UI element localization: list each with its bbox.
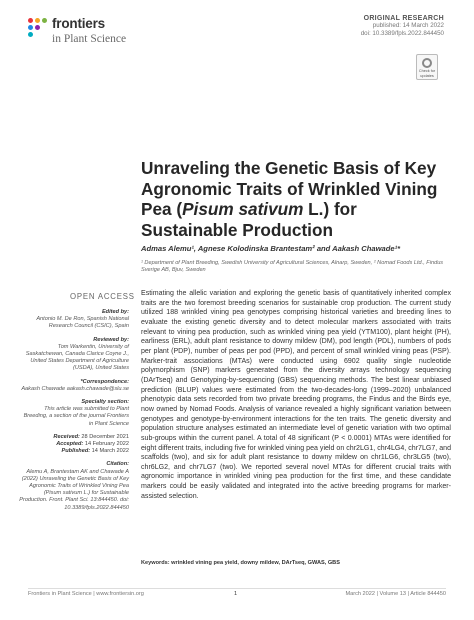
keywords-list: wrinkled vining pea yield, downy mildew, DArTseq, GWAS, GBS bbox=[171, 560, 340, 566]
accepted-date bbox=[19, 441, 129, 448]
edited-by-heading: Edited by: bbox=[101, 309, 129, 315]
accepted-label: Accepted: bbox=[56, 441, 84, 448]
logo-dot bbox=[35, 25, 40, 30]
open-access-label: OPEN ACCESS bbox=[70, 292, 135, 301]
updates-icon bbox=[422, 58, 432, 68]
correspondence[interactable]: Aakash Chawade aakash.chawade@slu.se bbox=[21, 385, 129, 392]
accepted-value: 14 February 2022 bbox=[84, 441, 129, 448]
affiliations: ¹ Department of Plant Breeding, Swedish University of Agricultural Sciences, Alnarp, Sweden, ² Nomad Foods Ltd., Findus Sverige AB, Bjuv, Sweden bbox=[141, 260, 444, 274]
citation-heading: Citation: bbox=[106, 461, 129, 468]
title-text-pre: Unraveling the Genetic Basis of Key Agronomic Traits of Wrinkled Vining Pea ( bbox=[141, 158, 438, 219]
keywords bbox=[141, 560, 451, 566]
reviewed-by: Tom Warkentin, University of Saskatchewan, Canada Clarice Coyne J., United States Department of Agriculture (USDA), United States bbox=[25, 343, 129, 372]
updates-label: Check for updates bbox=[418, 69, 436, 78]
received-label: Received: bbox=[53, 433, 80, 440]
logo-journal-name: in Plant Science bbox=[52, 33, 127, 45]
footer-divider bbox=[28, 588, 446, 589]
page-footer bbox=[28, 591, 446, 601]
title-text-post: L.) for Sustainable Production bbox=[141, 199, 357, 240]
doi-link[interactable]: doi: 10.3389/fpls.2022.844450 bbox=[360, 30, 444, 37]
logo-word: frontiers bbox=[52, 16, 105, 31]
logo-dot bbox=[28, 25, 33, 30]
check-for-updates-button[interactable] bbox=[416, 54, 438, 80]
logo-dot bbox=[35, 18, 40, 23]
footer-journal[interactable]: Frontiers in Plant Science | www.frontiersin.org bbox=[28, 591, 144, 597]
edited-by: Antonio M. De Ron, Spanish National Research Council (CSIC), Spain bbox=[36, 316, 129, 330]
title-species-italic: Pisum sativum bbox=[182, 199, 304, 219]
logo-dot bbox=[28, 18, 33, 23]
footer-issue: March 2022 | Volume 13 | Article 844450 bbox=[345, 591, 446, 597]
published-label: Published: bbox=[61, 448, 91, 455]
received-value: 28 December 2021 bbox=[81, 433, 129, 440]
article-sidebar bbox=[19, 309, 129, 512]
author-list: Admas Alemu¹, Agnese Kolodinska Brantestam² and Aakash Chawade¹* bbox=[141, 244, 401, 253]
citation: Alemu A, Brantestam AK and Chawade A (2022) Unraveling the Genetic Basis of Key Agronomic Traits of Wrinkled Vining Pea (Pisum sativum L.) for Sustainable Production. Front. Plant Sci. 13:844450. doi: 10.3389/fpls.2022.844450 bbox=[19, 468, 129, 511]
published-date: published: 14 March 2022 bbox=[372, 22, 444, 29]
reviewed-by-heading: Reviewed by: bbox=[93, 336, 129, 343]
logo-dot bbox=[28, 32, 33, 37]
published-sidebar-date bbox=[19, 448, 129, 455]
specialty-heading: Specialty section: bbox=[81, 399, 129, 406]
article-type: ORIGINAL RESEARCH bbox=[363, 15, 444, 22]
article-title bbox=[141, 158, 451, 240]
received-date bbox=[19, 434, 129, 441]
article-meta bbox=[361, 15, 444, 38]
correspondence-heading: *Correspondence: bbox=[80, 378, 129, 385]
page-number: 1 bbox=[234, 591, 238, 597]
frontiers-logo-mark bbox=[28, 18, 50, 40]
specialty-section: This article was submitted to Plant Breeding, a section of the journal Frontiers in Plant Science bbox=[23, 406, 129, 427]
abstract-text: Estimating the allelic variation and exploring the genetic basis of quantitatively inherited complex traits are the two foremost breeding scenarios for sustainable crop production. The current study utilized 188 wrinkled vining pea genotypes comprising historical varieties and breeding lines to evaluate the existing genetic diversity and to detect molecular markers associated with traits relevant to vining pea production, such as wrinkled vining pea yield (YTM100), plant height (PH), earliness (ERL), adult plant resistance to downy mildew (DM), pod length (PDL), numbers of pods per plant (PDP), number of peas per pod (PPD), and percent of small wrinkled vining peas (PSP). Marker-trait associations (MTAs) were conducted using 6902 quality single nucleotide polymorphism (SNP) markers generated from the diversity arrays technology sequencing (DArTseq) and Genotyping-by-sequencing (GBS) sequencing methods. The best linear unbiased prediction (BLUP) values were estimated from the two-decades-long (1999–2020) unbalanced phenotypic data sets recorded from two private breeding programs, the Findus and the Birds eye, now owned by Nomad Foods. Analysis of variance revealed a highly significant variation between genotypes and genotype-by-environment interactions for the ten traits. The genetic diversity and population structure analyses estimated an intermediate level of genetic variation with two optimal sub-groups within the current panel. A total of 48 significant (P < 0.0001) MTAs were identified for eight different traits, including five for wrinkled vining pea yield on chr2LG1, chr4LG4, chr7LG7, and scaffolds (two), and six for adult plant resistance to downy mildew on chr1LG6, chr3LG5 (two), chr6LG2, and chr7LG7 (two). We reported several novel MTAs for different crucial traits with agronomic importance in wrinkled vining pea production for the first time, and these candidate markers could be easily validated and integrated into the active breeding programs for marker-assisted selection. bbox=[141, 290, 451, 500]
frontiers-logo[interactable] bbox=[28, 16, 158, 52]
keywords-label: Keywords: bbox=[141, 560, 170, 566]
published-value: 14 March 2022 bbox=[91, 448, 129, 455]
logo-dot bbox=[42, 18, 47, 23]
